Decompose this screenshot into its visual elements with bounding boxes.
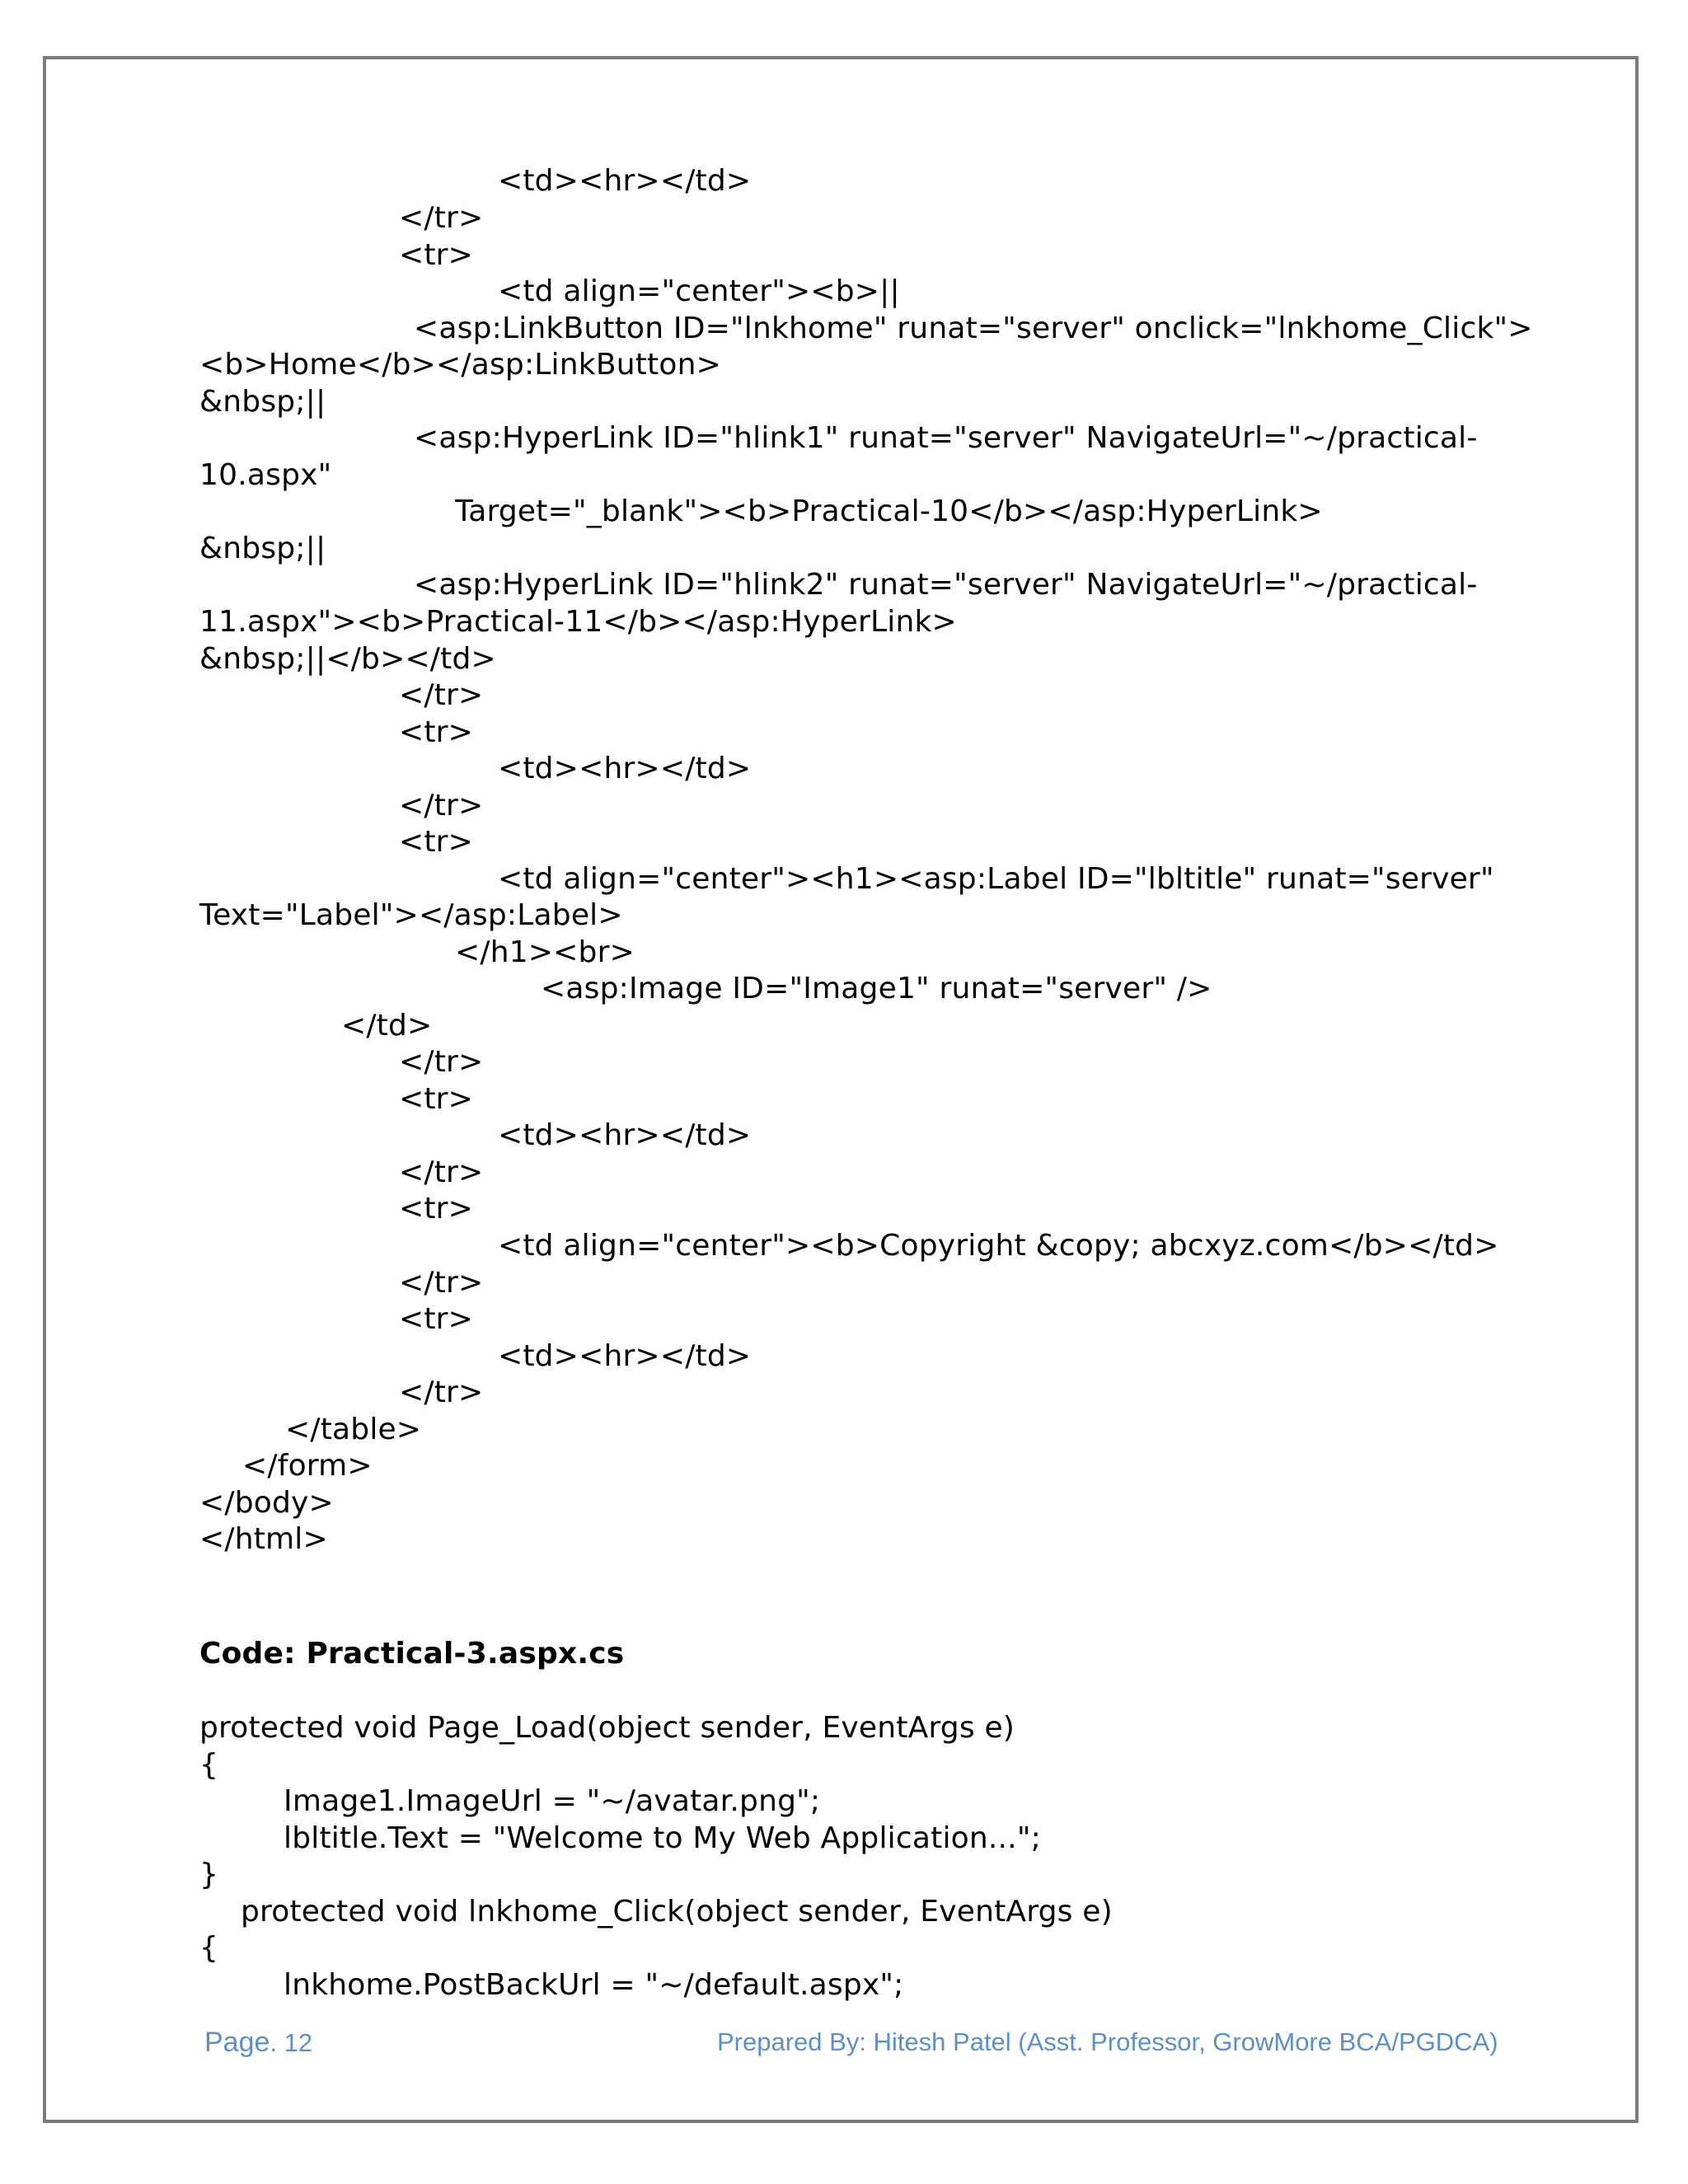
code-line: </h1><br> bbox=[455, 935, 635, 969]
code-line: lnkhome.PostBackUrl = "~/default.aspx"; bbox=[284, 1968, 904, 2002]
code-line: <td align="center"><h1><asp:Label ID="lbltitle" runat="server" bbox=[498, 862, 1494, 896]
code-line: </td> bbox=[341, 1009, 433, 1043]
code-line: <tr> bbox=[399, 1192, 474, 1226]
code-line: <asp:HyperLink ID="hlink2" runat="server" NavigateUrl="~/practical- bbox=[414, 568, 1478, 602]
code-line: { bbox=[199, 1748, 219, 1782]
code-line: 11.aspx"><b>Practical-11</b></asp:HyperLink> bbox=[199, 605, 957, 639]
code-line: </tr> bbox=[399, 1045, 484, 1079]
code-line: protected void Page_Load(object sender, EventArgs e) bbox=[199, 1711, 1015, 1745]
code-line: </tr> bbox=[399, 1155, 484, 1189]
code-line: <tr> bbox=[399, 238, 474, 272]
footer-prepared-by: Prepared By: Hitesh Patel (Asst. Professor, GrowMore BCA/PGDCA) bbox=[717, 2027, 1498, 2056]
code-line: <td align="center"><b>|| bbox=[498, 274, 900, 308]
code-line: <asp:LinkButton ID="lnkhome" runat="server" onclick="lnkhome_Click"> bbox=[414, 312, 1533, 345]
code-line: lbltitle.Text = "Welcome to My Web Application..."; bbox=[284, 1821, 1041, 1855]
code-line: <asp:Image ID="Image1" runat="server" /> bbox=[541, 972, 1212, 1005]
code-line: </tr> bbox=[399, 1266, 484, 1300]
code-line: &nbsp;|| bbox=[199, 385, 326, 419]
code-line: Text="Label"></asp:Label> bbox=[199, 898, 623, 932]
page-number: . 12 bbox=[270, 2028, 313, 2057]
section-heading: Code: Practical-3.aspx.cs bbox=[199, 1637, 625, 1671]
code-line: &nbsp;|| bbox=[199, 532, 326, 565]
code-line: </form> bbox=[242, 1449, 373, 1483]
code-line: Target="_blank"><b>Practical-10</b></asp:HyperLink> bbox=[455, 494, 1323, 528]
code-line: 10.aspx" bbox=[199, 458, 332, 492]
page-label: Page bbox=[204, 2027, 270, 2058]
code-line: <td align="center"><b>Copyright &copy; abcxyz.com</b></td> bbox=[498, 1229, 1499, 1263]
code-line: } bbox=[199, 1858, 219, 1891]
code-line: </tr> bbox=[399, 201, 484, 235]
code-line: <tr> bbox=[399, 1302, 474, 1336]
footer-page-number bbox=[204, 2026, 312, 2060]
code-line: <td><hr></td> bbox=[498, 1118, 752, 1152]
code-line: Image1.ImageUrl = "~/avatar.png"; bbox=[284, 1784, 821, 1818]
code-line: <td><hr></td> bbox=[498, 752, 752, 785]
code-line: <td><hr></td> bbox=[498, 1339, 752, 1373]
code-line: <b>Home</b></asp:LinkButton> bbox=[199, 348, 721, 382]
code-line: </html> bbox=[199, 1522, 328, 1556]
code-line: <tr> bbox=[399, 1082, 474, 1116]
code-line: </table> bbox=[285, 1413, 422, 1446]
code-line: { bbox=[199, 1931, 219, 1965]
code-line: </tr> bbox=[399, 789, 484, 823]
code-line: <tr> bbox=[399, 715, 474, 749]
code-line: protected void lnkhome_Click(object sender, EventArgs e) bbox=[241, 1895, 1113, 1929]
code-line: </tr> bbox=[399, 678, 484, 712]
code-line: &nbsp;||</b></td> bbox=[199, 642, 496, 676]
code-line: </body> bbox=[199, 1486, 334, 1520]
code-line: <asp:HyperLink ID="hlink1" runat="server" NavigateUrl="~/practical- bbox=[414, 421, 1478, 455]
code-line: <td><hr></td> bbox=[498, 164, 752, 198]
code-line: <tr> bbox=[399, 825, 474, 859]
code-line: </tr> bbox=[399, 1376, 484, 1409]
